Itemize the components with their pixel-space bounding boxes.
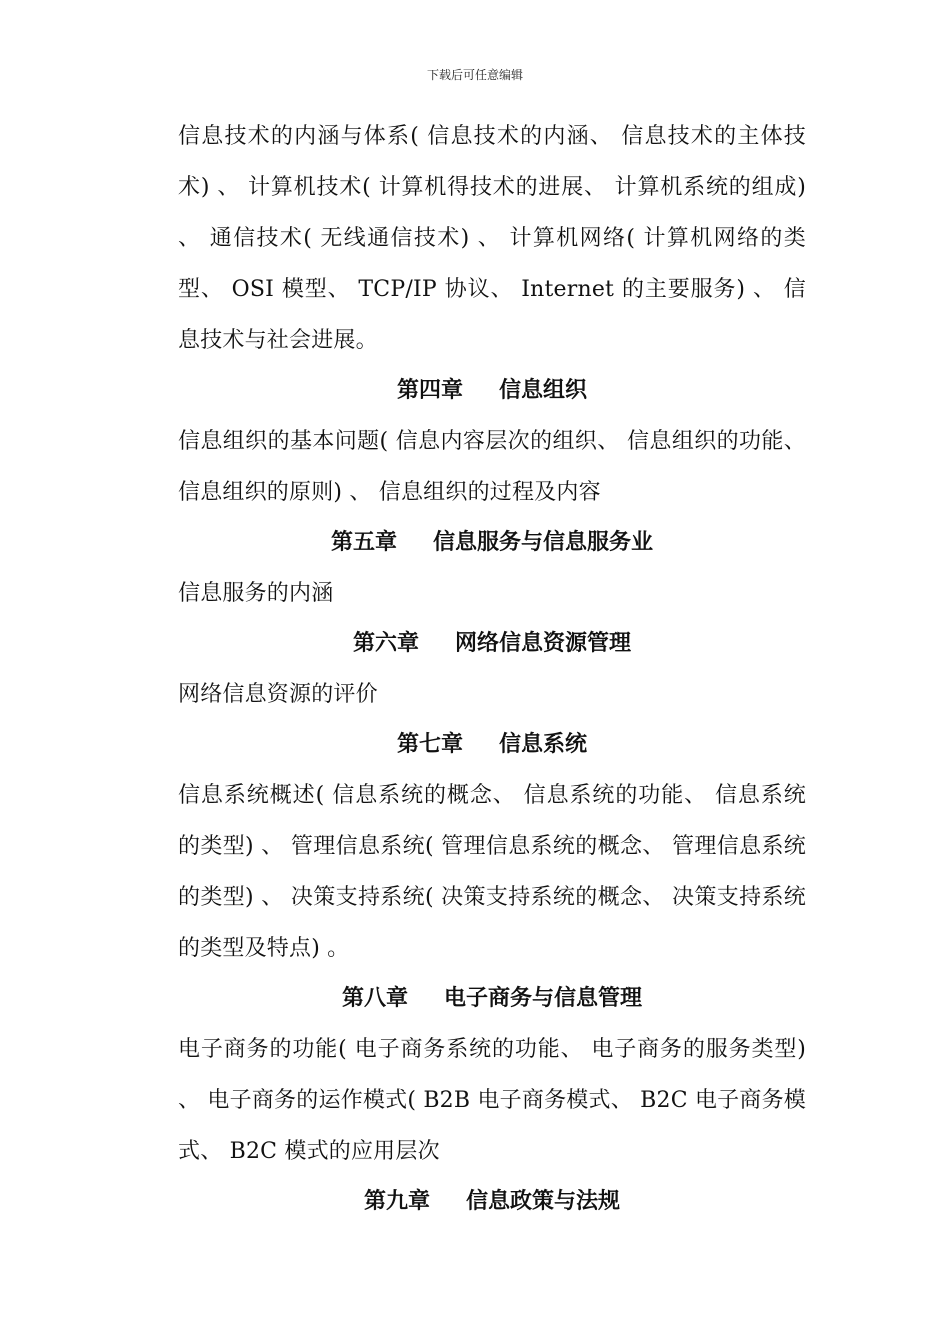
chapter-heading-7 bbox=[178, 720, 806, 770]
chapter-heading-6 bbox=[178, 619, 806, 669]
chapter-number: 第四章 bbox=[396, 378, 463, 403]
chapter-title: 信息政策与法规 bbox=[466, 1189, 621, 1214]
page-header: 下载后可任意编辑 bbox=[426, 68, 523, 82]
paragraph-ecommerce: 电子商务的功能( 电子商务系统的功能、 电子商务的服务类型) 、 电子商务的运作模式( B2B 电子商务模式、 B2C 电子商务模式、 B2C 模式的应用层次 bbox=[178, 1037, 806, 1164]
chapter-title: 信息服务与信息服务业 bbox=[433, 530, 654, 555]
chapter-number: 第七章 bbox=[396, 732, 463, 757]
chapter-heading-5 bbox=[178, 518, 806, 568]
paragraph-network-resources: 网络信息资源的评价 bbox=[178, 682, 378, 707]
chapter-title: 电子商务与信息管理 bbox=[444, 986, 643, 1011]
paragraph-info-systems: 信息系统概述( 信息系统的概念、 信息系统的功能、 信息系统的类型) 、 管理信息系统( 管理信息系统的概念、 管理信息系统的类型) 、 决策支持系统( 决策支持系统的概念、 决策支持系统的类型及特点) 。 bbox=[178, 783, 806, 961]
chapter-number: 第八章 bbox=[341, 986, 408, 1011]
chapter-heading-9 bbox=[178, 1177, 806, 1227]
document-body bbox=[178, 111, 806, 1227]
paragraph-info-service: 信息服务的内涵 bbox=[178, 581, 334, 606]
chapter-title: 信息系统 bbox=[499, 732, 588, 757]
chapter-number: 第六章 bbox=[352, 631, 419, 656]
chapter-number: 第九章 bbox=[363, 1189, 430, 1214]
chapter-number: 第五章 bbox=[330, 530, 397, 555]
paragraph-info-org: 信息组织的基本问题( 信息内容层次的组织、 信息组织的功能、 信息组织的原则) 、 信息组织的过程及内容 bbox=[178, 429, 806, 505]
chapter-heading-4 bbox=[178, 366, 806, 416]
paragraph-info-tech: 信息技术的内涵与体系( 信息技术的内涵、 信息技术的主体技术) 、 计算机技术( 计算机得技术的进展、 计算机系统的组成) 、 通信技术( 无线通信技术) 、 计算机网络( 计算机网络的类型、 OSI 模型、 TCP/IP 协议、 Internet 的主要服务) 、 信息技术与社会进展。 bbox=[178, 124, 806, 353]
chapter-heading-8 bbox=[178, 974, 806, 1024]
chapter-title: 信息组织 bbox=[499, 378, 588, 403]
chapter-title: 网络信息资源管理 bbox=[455, 631, 632, 656]
